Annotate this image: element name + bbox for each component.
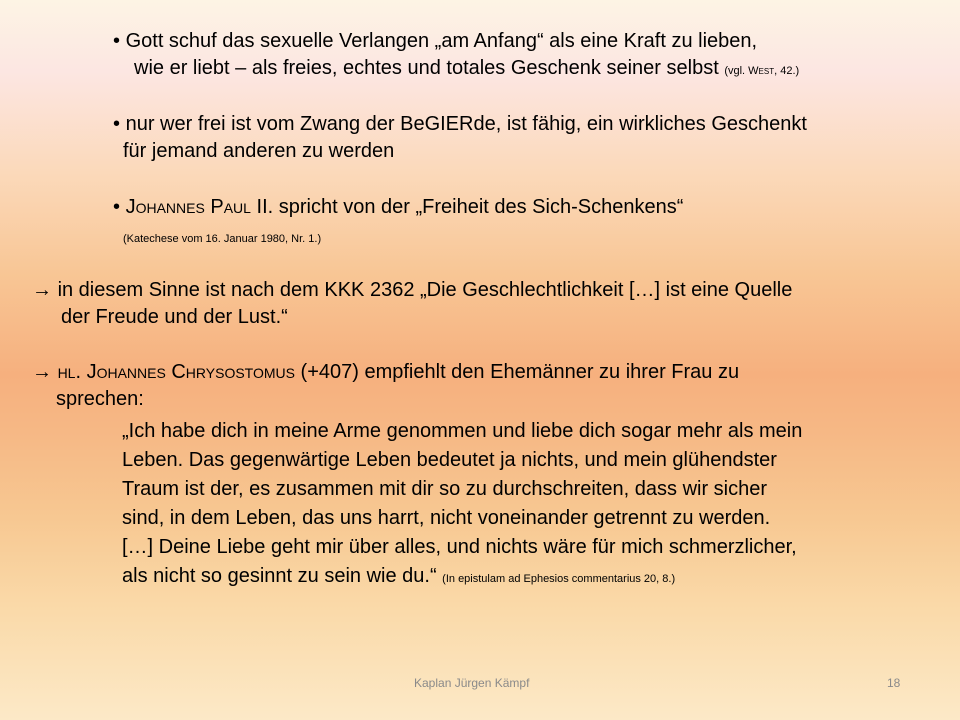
page-number: 18 bbox=[887, 676, 901, 690]
bullet-icon: • bbox=[113, 196, 121, 218]
bullet-icon: • bbox=[113, 113, 121, 135]
quote-line-4: sind, in dem Leben, das uns harrt, nicht voneinander getrennt zu werden. bbox=[122, 507, 771, 529]
bullet-3-text: II. spricht von der „Freiheit des Sich-Schenkens“ bbox=[250, 196, 684, 218]
quote-line-3: Traum ist der, es zusammen mit dir so zu durchschreiten, dass wir sicher bbox=[122, 478, 768, 500]
arrow-2-line-2 bbox=[56, 386, 144, 412]
arrow-2-name: hl. Johannes Chrysostomus bbox=[57, 361, 295, 383]
arrow-right-icon: → bbox=[32, 361, 52, 383]
arrow-2-line-1 bbox=[32, 359, 739, 385]
citation-author: West bbox=[748, 65, 775, 77]
bullet-1-text-1: Gott schuf das sexuelle Verlangen „am Anfang“ als eine Kraft zu lieben, bbox=[125, 30, 758, 52]
arrow-1-text-2: der Freude und der Lust.“ bbox=[61, 306, 288, 328]
bullet-1-text-2: wie er liebt – als freies, echtes und totales Geschenk seiner selbst bbox=[134, 57, 719, 79]
quote-line-6 bbox=[122, 563, 675, 592]
bullet-2-line-2 bbox=[123, 138, 394, 164]
bullet-3-citation: (Katechese vom 16. Januar 1980, Nr. 1.) bbox=[123, 233, 322, 245]
arrow-1-line-2 bbox=[61, 304, 288, 330]
bullet-1-citation: (vgl. West, 42.) bbox=[724, 65, 800, 77]
bullet-1-line-1 bbox=[113, 28, 757, 54]
bullet-icon: • bbox=[113, 30, 121, 52]
bullet-3-name: Johannes Paul bbox=[125, 196, 251, 218]
quote-line-5: […] Deine Liebe geht mir über alles, und nichts wäre für mich schmerzlicher, bbox=[122, 536, 797, 558]
quote-line-2: Leben. Das gegenwärtige Leben bedeutet ja nichts, und mein glühendster bbox=[122, 449, 777, 471]
arrow-2-text-1: (+407) empfiehlt den Ehemänner zu ihrer Frau zu bbox=[294, 361, 740, 383]
arrow-right-icon: → bbox=[32, 279, 52, 301]
arrow-1-text-1: in diesem Sinne ist nach dem KKK 2362 „Die Geschlechtlichkeit […] ist eine Quelle bbox=[57, 279, 793, 301]
arrow-2-text-2: sprechen: bbox=[56, 388, 144, 410]
bullet-2-text-1: nur wer frei ist vom Zwang der BeGIERde, ist fähig, ein wirkliches Geschenkt bbox=[125, 113, 807, 135]
quote-line-1: „Ich habe dich in meine Arme genommen und liebe dich sogar mehr als mein bbox=[122, 420, 803, 442]
quote-citation: (In epistulam ad Ephesios commentarius 20, 8.) bbox=[442, 573, 676, 585]
bullet-1-line-2 bbox=[134, 55, 799, 84]
bullet-2-line-1 bbox=[113, 111, 807, 137]
bullet-2-text-2: für jemand anderen zu werden bbox=[123, 140, 395, 162]
arrow-1-line-1 bbox=[32, 277, 792, 303]
footer-author: Kaplan Jürgen Kämpf bbox=[414, 676, 530, 690]
bullet-3-line-1 bbox=[113, 194, 683, 220]
quote-text-6: als nicht so gesinnt zu sein wie du.“ bbox=[122, 565, 437, 587]
